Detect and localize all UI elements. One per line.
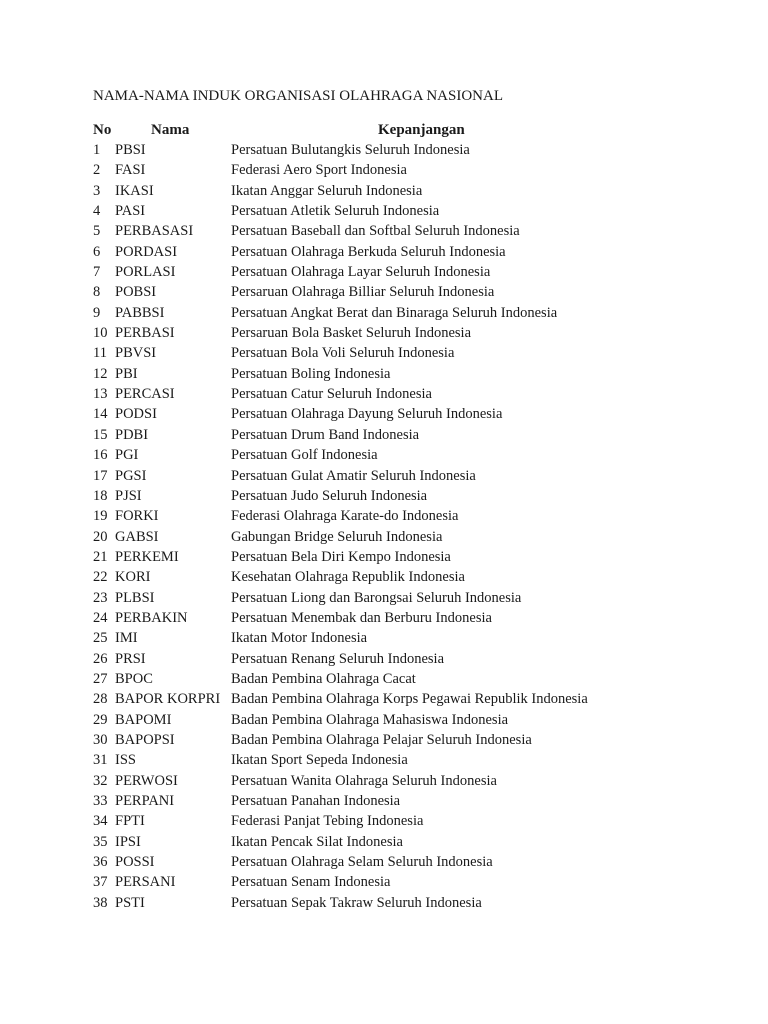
row-number: 12 (93, 365, 108, 382)
table-row (93, 872, 733, 892)
table-row (93, 567, 733, 587)
row-full-name: Badan Pembina Olahraga Cacat (231, 670, 416, 687)
table-row (93, 364, 733, 384)
row-abbreviation: FASI (115, 162, 146, 179)
row-full-name: Federasi Aero Sport Indonesia (231, 162, 407, 179)
row-abbreviation: PERBASASI (115, 223, 194, 240)
organization-table (93, 121, 733, 913)
row-number: 22 (93, 569, 108, 586)
header-kepanjangan: Kepanjangan (378, 122, 465, 138)
row-full-name: Persatuan Bulutangkis Seluruh Indonesia (231, 142, 470, 158)
row-full-name: Persatuan Catur Seluruh Indonesia (231, 386, 432, 403)
row-full-name: Persatuan Sepak Takraw Seluruh Indonesia (231, 894, 482, 911)
row-full-name: Badan Pembina Olahraga Mahasiswa Indonesia (231, 711, 509, 728)
row-full-name: Persatuan Gulat Amatir Seluruh Indonesia (231, 467, 476, 484)
table-row (93, 588, 733, 608)
row-number: 17 (93, 467, 108, 484)
row-full-name: Gabungan Bridge Seluruh Indonesia (231, 528, 443, 545)
row-abbreviation: PGSI (115, 467, 147, 484)
row-number: 38 (93, 894, 108, 911)
table-row (93, 608, 733, 628)
header-no: No (93, 122, 112, 138)
row-abbreviation: PLBSI (115, 589, 155, 606)
row-abbreviation: ISS (115, 752, 136, 769)
table-row (93, 282, 733, 302)
table-row (93, 669, 733, 689)
table-row (93, 832, 733, 852)
row-full-name: Federasi Olahraga Karate-do Indonesia (231, 508, 459, 525)
row-abbreviation: BAPOR KORPRI (115, 691, 221, 708)
row-abbreviation: PERKEMI (115, 548, 179, 565)
document-title: NAMA-NAMA INDUK ORGANISASI OLAHRAGA NASIONAL (93, 88, 504, 104)
table-header (93, 121, 733, 140)
row-abbreviation: PSTI (115, 894, 145, 911)
row-abbreviation: PABBSI (115, 304, 165, 321)
row-number: 26 (93, 650, 108, 667)
row-abbreviation: PBVSI (115, 345, 157, 362)
table-row (93, 527, 733, 547)
row-number: 24 (93, 609, 108, 626)
row-number: 2 (93, 162, 101, 179)
table-row (93, 628, 733, 648)
table-row (93, 710, 733, 730)
table-row (93, 181, 733, 201)
row-number: 34 (93, 813, 108, 830)
table-row (93, 221, 733, 241)
row-full-name: Persatuan Renang Seluruh Indonesia (231, 650, 445, 667)
row-number: 9 (93, 304, 101, 321)
table-row (93, 303, 733, 323)
row-abbreviation: KORI (115, 569, 151, 586)
table-row (93, 852, 733, 872)
table-row (93, 140, 733, 160)
row-abbreviation: BAPOMI (115, 711, 172, 728)
row-full-name: Persatuan Golf Indonesia (231, 447, 378, 464)
table-row (93, 649, 733, 669)
row-number: 27 (93, 670, 108, 687)
table-row (93, 811, 733, 831)
row-number: 36 (93, 854, 108, 871)
row-full-name: Badan Pembina Olahraga Pelajar Seluruh Indonesia (231, 731, 532, 748)
row-full-name: Persatuan Menembak dan Berburu Indonesia (231, 609, 492, 626)
row-abbreviation: PRSI (115, 650, 146, 667)
table-row (93, 384, 733, 404)
row-abbreviation: PERBAKIN (115, 609, 188, 626)
row-full-name: Persatuan Olahraga Selam Seluruh Indonesia (231, 854, 493, 871)
row-number: 33 (93, 793, 108, 809)
row-number: 28 (93, 691, 108, 708)
row-number: 7 (93, 264, 101, 281)
row-abbreviation: IKASI (115, 182, 154, 199)
row-number: 3 (93, 182, 101, 199)
table-row (93, 791, 733, 811)
row-number: 1 (93, 142, 101, 158)
row-full-name: Persatuan Angkat Berat dan Binaraga Seluruh Indonesia (231, 304, 558, 321)
row-full-name: Persatuan Wanita Olahraga Seluruh Indonesia (231, 772, 497, 789)
row-abbreviation: PORDASI (115, 243, 178, 260)
row-full-name: Persatuan Baseball dan Softbal Seluruh Indonesia (231, 223, 520, 240)
table-row (93, 486, 733, 506)
row-number: 25 (93, 630, 108, 647)
row-full-name: Persatuan Olahraga Berkuda Seluruh Indonesia (231, 243, 506, 260)
table-row (93, 730, 733, 750)
row-number: 15 (93, 426, 108, 443)
row-full-name: Persatuan Bola Voli Seluruh Indonesia (231, 345, 455, 362)
row-abbreviation: PBSI (115, 142, 146, 158)
row-abbreviation: IPSI (115, 833, 141, 850)
row-number: 23 (93, 589, 108, 606)
row-number: 14 (93, 406, 108, 423)
row-number: 19 (93, 508, 108, 525)
row-full-name: Persaruan Bola Basket Seluruh Indonesia (231, 325, 472, 342)
row-full-name: Kesehatan Olahraga Republik Indonesia (231, 569, 465, 586)
row-full-name: Persatuan Boling Indonesia (231, 365, 391, 382)
row-abbreviation: PGI (115, 447, 139, 464)
table-row (93, 323, 733, 343)
table-row (93, 893, 733, 913)
row-number: 10 (93, 325, 108, 342)
row-number: 31 (93, 752, 108, 769)
row-abbreviation: FPTI (115, 813, 145, 830)
row-number: 4 (93, 203, 101, 220)
row-full-name: Persatuan Senam Indonesia (231, 874, 391, 891)
row-abbreviation: PASI (115, 203, 146, 220)
row-number: 21 (93, 548, 108, 565)
row-abbreviation: BPOC (115, 670, 153, 687)
row-abbreviation: PERCASI (115, 386, 175, 403)
row-abbreviation: FORKI (115, 508, 159, 525)
row-abbreviation: PODSI (115, 406, 157, 423)
row-number: 6 (93, 243, 101, 260)
table-row (93, 506, 733, 526)
row-full-name: Federasi Panjat Tebing Indonesia (231, 813, 424, 830)
row-full-name: Persatuan Olahraga Layar Seluruh Indonesia (231, 264, 491, 281)
table-row (93, 771, 733, 791)
table-row (93, 242, 733, 262)
row-full-name: Persatuan Panahan Indonesia (231, 793, 401, 809)
table-row (93, 425, 733, 445)
row-number: 11 (93, 345, 107, 362)
row-abbreviation: PERSANI (115, 874, 176, 891)
row-full-name: Persatuan Drum Band Indonesia (231, 426, 420, 443)
table-row (93, 343, 733, 363)
row-number: 8 (93, 284, 101, 301)
row-abbreviation: PORLASI (115, 264, 176, 281)
table-row (93, 160, 733, 180)
row-abbreviation: POBSI (115, 284, 157, 301)
row-full-name: Ikatan Pencak Silat Indonesia (231, 833, 403, 850)
row-abbreviation: PERBASI (115, 325, 175, 342)
row-abbreviation: IMI (115, 630, 138, 647)
row-abbreviation: PJSI (115, 487, 142, 504)
row-full-name: Persatuan Atletik Seluruh Indonesia (231, 203, 440, 220)
row-number: 30 (93, 731, 108, 748)
header-nama: Nama (151, 122, 190, 138)
row-number: 29 (93, 711, 108, 728)
row-number: 16 (93, 447, 108, 464)
row-number: 5 (93, 223, 101, 240)
table-row (93, 404, 733, 424)
row-number: 20 (93, 528, 108, 545)
row-full-name: Persatuan Bela Diri Kempo Indonesia (231, 548, 451, 565)
table-row (93, 689, 733, 709)
row-abbreviation: PBI (115, 365, 138, 382)
row-abbreviation: POSSI (115, 854, 155, 871)
row-abbreviation: PERPANI (115, 793, 175, 809)
table-row (93, 262, 733, 282)
row-number: 13 (93, 386, 108, 403)
table-row (93, 445, 733, 465)
row-number: 32 (93, 772, 108, 789)
table-body (93, 140, 733, 913)
row-abbreviation: BAPOPSI (115, 731, 175, 748)
table-row (93, 547, 733, 567)
table-row (93, 466, 733, 486)
row-full-name: Persatuan Olahraga Dayung Seluruh Indonesia (231, 406, 503, 423)
row-abbreviation: PDBI (115, 426, 149, 443)
row-full-name: Ikatan Sport Sepeda Indonesia (231, 752, 408, 769)
row-full-name: Persaruan Olahraga Billiar Seluruh Indonesia (231, 284, 495, 301)
row-full-name: Ikatan Motor Indonesia (231, 630, 368, 647)
row-number: 18 (93, 487, 108, 504)
row-full-name: Persatuan Liong dan Barongsai Seluruh Indonesia (231, 589, 522, 606)
row-number: 35 (93, 833, 108, 850)
row-full-name: Badan Pembina Olahraga Korps Pegawai Republik Indonesia (231, 691, 588, 708)
table-row (93, 201, 733, 221)
row-number: 37 (93, 874, 108, 891)
table-row (93, 750, 733, 770)
row-abbreviation: PERWOSI (115, 772, 178, 789)
row-full-name: Persatuan Judo Seluruh Indonesia (231, 487, 428, 504)
row-full-name: Ikatan Anggar Seluruh Indonesia (231, 182, 423, 199)
row-abbreviation: GABSI (115, 528, 159, 545)
